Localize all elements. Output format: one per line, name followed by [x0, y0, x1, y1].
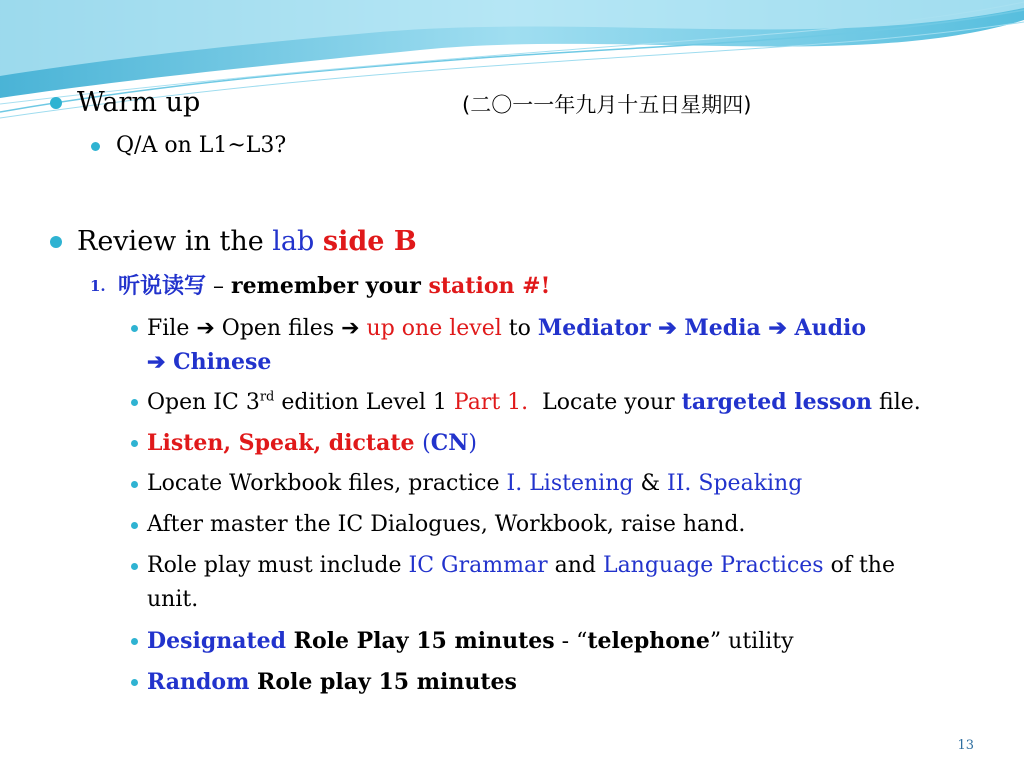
review-lab: lab	[272, 226, 315, 257]
arrow-right-icon: ➔	[147, 349, 174, 375]
review-side: side B	[322, 226, 417, 257]
item-listen-text: Listen, Speak, dictate	[147, 430, 423, 456]
item-file-chinese: Chinese	[173, 349, 272, 375]
item-listen-cn: CN	[430, 430, 469, 456]
item-open-b: edition Level 1	[274, 390, 454, 415]
item-designated	[147, 624, 794, 659]
item-role-and: and	[547, 553, 603, 578]
item-file-cont	[147, 345, 271, 380]
numbered-remember: remember your	[231, 273, 429, 299]
item-designated-dash: - “	[554, 629, 588, 654]
arrow-right-icon: ➔	[196, 316, 215, 341]
item-file	[147, 311, 866, 346]
item-designated-rest: Role Play 15 minutes	[286, 628, 555, 654]
bullet-icon	[131, 522, 138, 529]
warmup-label: Warm up	[77, 87, 201, 118]
item-file-space	[360, 316, 367, 341]
bullet-icon	[50, 236, 62, 248]
item-workbook-amp: &	[633, 471, 668, 496]
item-workbook-a: Locate Workbook files, practice	[147, 471, 507, 496]
bullet-icon	[131, 325, 138, 332]
arrow-right-icon: ➔	[650, 315, 685, 341]
item-random-rest: Role play 15 minutes	[249, 669, 517, 695]
numbered-chinese: 听说读写	[118, 274, 207, 299]
review-prefix: Review in the	[77, 226, 273, 257]
item-role-b: of the	[823, 553, 895, 578]
item-designated-designated: Designated	[147, 628, 286, 654]
item-open-part: Part 1.	[453, 390, 529, 415]
item-role-a: Role play must include	[147, 553, 409, 578]
item-open-c: Locate your	[528, 390, 682, 415]
arrow-right-icon: ➔	[760, 315, 795, 341]
item-random	[147, 665, 517, 700]
item-open-targeted: targeted lesson	[681, 389, 873, 415]
warmup-heading	[77, 86, 200, 120]
item-role-lp: Language Practices	[602, 553, 824, 578]
item-after: After master the IC Dialogues, Workbook, raise hand.	[147, 512, 746, 537]
item-workbook-listening: I. Listening	[506, 471, 634, 496]
item-file-media: Media	[684, 315, 761, 341]
bullet-icon	[131, 399, 138, 406]
item-file-mediator: Mediator	[537, 315, 651, 341]
item-file-audio: Audio	[794, 315, 866, 341]
item-random-random: Random	[147, 669, 250, 695]
item-listen-close: )	[468, 431, 477, 456]
item-listen	[147, 426, 477, 461]
item-file-to: to	[501, 316, 538, 341]
item-file-file: File	[147, 316, 197, 341]
numbered-station: station #!	[428, 273, 551, 299]
item-role-cont: unit.	[147, 587, 199, 612]
item-designated-telephone: telephone	[587, 628, 710, 654]
bullet-icon	[131, 440, 138, 447]
item-open	[147, 385, 921, 420]
item-workbook-speaking: II. Speaking	[667, 471, 803, 496]
item-listen-open: (	[422, 431, 431, 456]
bullet-icon	[50, 97, 62, 109]
bullet-icon	[131, 679, 138, 686]
review-heading	[77, 225, 417, 259]
warmup-sub: Q/A on L1~L3?	[116, 133, 287, 158]
date-text: (二〇一一年九月十五日星期四)	[462, 93, 752, 117]
item-file-open: Open files	[214, 316, 342, 341]
item-role	[147, 549, 895, 583]
item-open-d: file.	[872, 390, 921, 415]
bullet-icon	[91, 142, 100, 151]
item-workbook	[147, 467, 802, 501]
bullet-icon	[131, 481, 138, 488]
bullet-icon	[131, 563, 138, 570]
item-open-a: Open IC 3	[147, 390, 260, 415]
item-role-grammar: IC Grammar	[408, 553, 548, 578]
arrow-right-icon: ➔	[341, 316, 360, 341]
item-designated-end: ” utility	[709, 629, 794, 654]
page-number: 13	[957, 738, 974, 753]
bullet-icon	[131, 638, 138, 645]
numbered-dash: –	[206, 274, 232, 299]
item-open-sup: rd	[259, 389, 275, 405]
list-number: 1.	[90, 277, 106, 295]
numbered-item	[118, 270, 550, 303]
item-file-up: up one level	[366, 316, 502, 341]
